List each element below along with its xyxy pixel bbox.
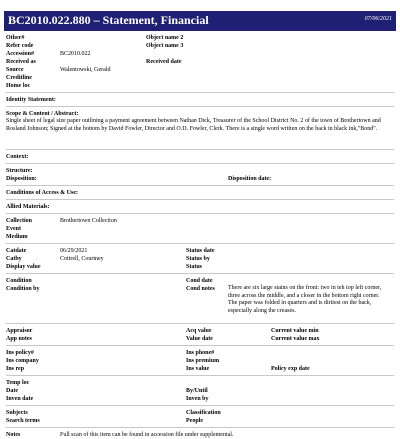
divider <box>6 345 394 346</box>
ins-value-label: Ins value <box>186 366 210 372</box>
row-creditline <box>6 74 394 82</box>
divider <box>6 375 394 376</box>
identity-label: Identity Statement: <box>6 97 56 103</box>
row-ins-rep <box>6 365 394 373</box>
title-area <box>0 0 400 34</box>
record-content <box>6 34 394 439</box>
row-home-loc <box>6 82 394 90</box>
acq-value-label: Acq value <box>186 328 212 334</box>
search-terms-label: Search terms <box>6 418 40 424</box>
divider <box>6 323 394 324</box>
accession-value: BC2010.022 <box>60 51 91 57</box>
title-bar <box>4 11 396 31</box>
refer-code-label: Refer code <box>6 43 34 49</box>
divider <box>6 92 394 93</box>
disposition-date-label: Disposition date: <box>228 176 272 182</box>
status-by-label: Status by <box>186 256 210 262</box>
cond-notes-value: There are six large stains on the front: two in teh top left corner, three across the middle, and a closer in the bottom right corner. The paper was folded in quarters and is dirtiest on the back, especially along the creases. <box>228 285 382 314</box>
display-value-label: Display value <box>6 264 41 270</box>
row-refer <box>6 42 394 50</box>
context-label: Context: <box>6 154 29 160</box>
appraisor-label: Appraisor <box>6 328 33 334</box>
row-allied <box>6 203 394 211</box>
temp-loc-label: Temp loc <box>6 380 30 386</box>
divider <box>6 273 394 274</box>
row-ins-policy <box>6 349 394 357</box>
condition-by-label: Condition by <box>6 286 40 292</box>
row-medium <box>6 233 394 241</box>
condition-label: Condition <box>6 278 32 284</box>
divider <box>6 106 394 107</box>
received-date-label: Received date <box>146 59 182 65</box>
conditions-label: Conditions of Access & Use: <box>6 190 78 196</box>
scope-text: Single sheet of legal size paper outlining a payment agreement between Nathan Dick, Treasurer of the School District No. 2 of the town of Brothertown and Rosland Johnson; Signed at the bottom by David Fowler, Director and O.D. Fowler, Clerk. There is a single word written on the back in black ink,"Bond". <box>6 118 381 132</box>
row-appraisor <box>6 327 394 335</box>
catdate-value: 06/29/2021 <box>60 248 88 254</box>
scope-label: Scope & Content / Abstract: <box>6 111 79 117</box>
status-label: Status <box>186 264 203 270</box>
divider <box>6 163 394 164</box>
record-date: 07/06/2021 <box>364 16 392 22</box>
row-inven <box>6 395 394 403</box>
disposition-label: Disposition: <box>6 176 37 182</box>
ins-premium-label: Ins premium <box>186 358 220 364</box>
row-search-terms <box>6 417 394 425</box>
row-context <box>6 153 394 161</box>
row-condition-by <box>6 285 394 321</box>
row-other <box>6 34 394 42</box>
divider <box>6 199 394 200</box>
source-value: Walentowski, Gerald <box>60 67 111 73</box>
row-received <box>6 58 394 66</box>
current-value-min-label: Current value min <box>271 328 319 334</box>
ins-rep-label: Ins rep <box>6 366 25 372</box>
classification-label: Classification <box>186 410 221 416</box>
row-notes <box>6 431 394 439</box>
by-until-label: By/Until <box>186 388 208 394</box>
row-temp-loc <box>6 379 394 387</box>
value-date-label: Value date <box>186 336 213 342</box>
allied-label: Allied Materials: <box>6 204 50 210</box>
row-catby <box>6 255 394 263</box>
notes-label: Notes <box>6 432 21 438</box>
row-event <box>6 225 394 233</box>
policy-exp-label: Policy exp date <box>271 366 310 372</box>
accession-label: Accession# <box>6 51 34 57</box>
inven-by-label: Inven by <box>186 396 209 402</box>
catdate-label: Catdate <box>6 248 27 254</box>
ins-policy-label: Ins policy# <box>6 350 34 356</box>
cond-date-label: Cond date <box>186 278 213 284</box>
row-ins-company <box>6 357 394 365</box>
status-date-label: Status date <box>186 248 215 254</box>
row-source <box>6 66 394 74</box>
people-label: People <box>186 418 203 424</box>
event-label: Event <box>6 226 21 232</box>
inven-date-label: Inven date <box>6 396 34 402</box>
collection-value: Brothertown Collection <box>60 218 117 224</box>
row-subjects <box>6 409 394 417</box>
source-label: Source <box>6 67 24 73</box>
row-condition <box>6 277 394 285</box>
ins-phone-label: Ins phone# <box>186 350 215 356</box>
divider <box>6 405 394 406</box>
row-display <box>6 263 394 271</box>
cond-notes-label: Cond notes <box>186 286 215 292</box>
row-conditions <box>6 189 394 197</box>
divider <box>6 213 394 214</box>
medium-label: Medium <box>6 234 28 240</box>
row-structure <box>6 167 394 175</box>
object-name3-label: Object name 3 <box>146 43 184 49</box>
divider <box>6 149 394 150</box>
row-disposition <box>6 175 394 183</box>
row-identity <box>6 96 394 104</box>
received-as-label: Received as <box>6 59 36 65</box>
ins-company-label: Ins company <box>6 358 39 364</box>
catby-value: Cottrell, Courtney <box>60 256 104 262</box>
divider <box>6 243 394 244</box>
collection-label: Collection <box>6 218 32 224</box>
home-loc-label: Home loc <box>6 83 31 89</box>
divider <box>6 185 394 186</box>
row-app-notes <box>6 335 394 343</box>
subjects-label: Subjects <box>6 410 28 416</box>
row-accession <box>6 50 394 58</box>
row-collection <box>6 217 394 225</box>
row-catdate <box>6 247 394 255</box>
notes-value: Full scan of this item can be found in accession file under supplemental. <box>60 432 234 438</box>
structure-label: Structure: <box>6 168 33 174</box>
record-title: BC2010.022.880 – Statement, Financial <box>8 13 209 27</box>
row-scope <box>6 110 394 118</box>
row-date <box>6 387 394 395</box>
current-value-max-label: Current value max <box>271 336 320 342</box>
catby-label: Catby <box>6 256 22 262</box>
divider <box>6 427 394 428</box>
app-notes-label: App notes <box>6 336 32 342</box>
object-name2-label: Object name 2 <box>146 35 184 41</box>
date-label: Date <box>6 388 18 394</box>
other-label: Other# <box>6 35 25 41</box>
creditline-label: Creditline <box>6 75 32 81</box>
